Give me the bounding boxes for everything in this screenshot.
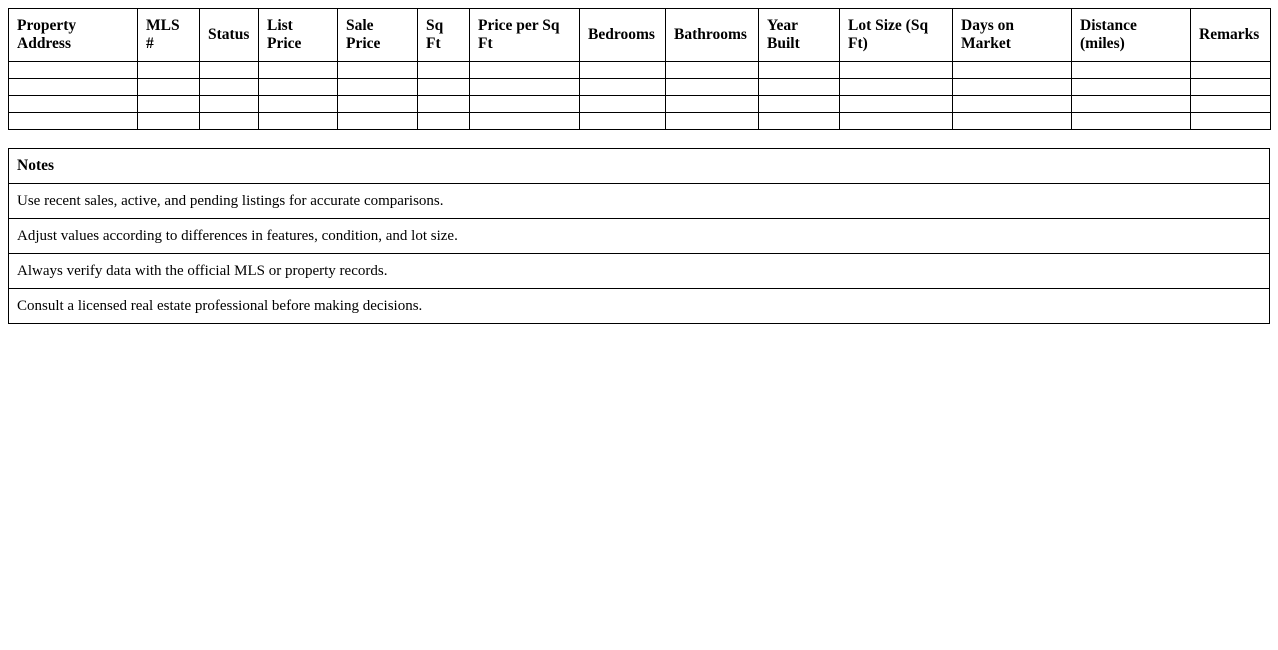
column-header-list-price: List Price bbox=[259, 9, 338, 62]
table-cell[interactable] bbox=[666, 62, 759, 79]
notes-row bbox=[9, 289, 1270, 324]
column-header-bathrooms: Bathrooms bbox=[666, 9, 759, 62]
table-cell[interactable] bbox=[200, 96, 259, 113]
table-cell[interactable] bbox=[1072, 96, 1191, 113]
table-row bbox=[9, 79, 1271, 96]
table-cell[interactable] bbox=[200, 113, 259, 130]
notes-row bbox=[9, 184, 1270, 219]
column-header-mls-number: MLS # bbox=[138, 9, 200, 62]
table-row bbox=[9, 96, 1271, 113]
table-cell[interactable] bbox=[953, 79, 1072, 96]
table-cell[interactable] bbox=[470, 62, 580, 79]
table-cell[interactable] bbox=[840, 96, 953, 113]
table-cell[interactable] bbox=[470, 113, 580, 130]
column-header-remarks: Remarks bbox=[1191, 9, 1271, 62]
column-header-year-built: Year Built bbox=[759, 9, 840, 62]
table-cell[interactable] bbox=[9, 113, 138, 130]
table-cell[interactable] bbox=[259, 96, 338, 113]
table-cell[interactable] bbox=[580, 62, 666, 79]
notes-row bbox=[9, 219, 1270, 254]
table-cell[interactable] bbox=[200, 79, 259, 96]
table-cell[interactable] bbox=[840, 79, 953, 96]
table-cell[interactable] bbox=[1072, 79, 1191, 96]
note-item: Consult a licensed real estate professional before making decisions. bbox=[9, 289, 1270, 324]
column-header-sq-ft: Sq Ft bbox=[418, 9, 470, 62]
table-cell[interactable] bbox=[138, 113, 200, 130]
table-cell[interactable] bbox=[1191, 62, 1271, 79]
column-header-lot-size: Lot Size (Sq Ft) bbox=[840, 9, 953, 62]
table-cell[interactable] bbox=[580, 113, 666, 130]
table-cell[interactable] bbox=[418, 62, 470, 79]
column-header-sale-price: Sale Price bbox=[338, 9, 418, 62]
table-cell[interactable] bbox=[259, 79, 338, 96]
table-cell[interactable] bbox=[9, 96, 138, 113]
column-header-days-on-market: Days on Market bbox=[953, 9, 1072, 62]
table-cell[interactable] bbox=[138, 96, 200, 113]
table-cell[interactable] bbox=[470, 79, 580, 96]
document bbox=[8, 8, 1270, 324]
column-header-property-address: Property Address bbox=[9, 9, 138, 62]
table-cell[interactable] bbox=[418, 79, 470, 96]
note-item: Adjust values according to differences in features, condition, and lot size. bbox=[9, 219, 1270, 254]
notes-heading: Notes bbox=[9, 149, 1270, 184]
table-cell[interactable] bbox=[1191, 113, 1271, 130]
table-cell[interactable] bbox=[759, 79, 840, 96]
table-cell[interactable] bbox=[666, 79, 759, 96]
table-cell[interactable] bbox=[580, 96, 666, 113]
table-cell[interactable] bbox=[338, 79, 418, 96]
table-cell[interactable] bbox=[953, 96, 1072, 113]
table-cell[interactable] bbox=[338, 62, 418, 79]
table-cell[interactable] bbox=[1191, 79, 1271, 96]
column-header-bedrooms: Bedrooms bbox=[580, 9, 666, 62]
table-cell[interactable] bbox=[418, 96, 470, 113]
table-cell[interactable] bbox=[338, 113, 418, 130]
column-header-distance: Distance (miles) bbox=[1072, 9, 1191, 62]
table-cell[interactable] bbox=[840, 113, 953, 130]
note-item: Use recent sales, active, and pending listings for accurate comparisons. bbox=[9, 184, 1270, 219]
notes-header-row bbox=[9, 149, 1270, 184]
table-cell[interactable] bbox=[759, 96, 840, 113]
table-cell[interactable] bbox=[759, 62, 840, 79]
table-cell[interactable] bbox=[470, 96, 580, 113]
table-cell[interactable] bbox=[259, 62, 338, 79]
table-cell[interactable] bbox=[418, 113, 470, 130]
table-cell[interactable] bbox=[138, 62, 200, 79]
table-cell[interactable] bbox=[666, 113, 759, 130]
table-cell[interactable] bbox=[953, 62, 1072, 79]
table-cell[interactable] bbox=[840, 62, 953, 79]
table-cell[interactable] bbox=[580, 79, 666, 96]
column-header-status: Status bbox=[200, 9, 259, 62]
table-header-row bbox=[9, 9, 1271, 62]
notes-table bbox=[8, 148, 1270, 324]
table-cell[interactable] bbox=[1191, 96, 1271, 113]
table-cell[interactable] bbox=[138, 79, 200, 96]
table-cell[interactable] bbox=[200, 62, 259, 79]
comparable-properties-table bbox=[8, 8, 1271, 130]
table-row bbox=[9, 62, 1271, 79]
table-cell[interactable] bbox=[338, 96, 418, 113]
table-cell[interactable] bbox=[9, 79, 138, 96]
table-cell[interactable] bbox=[1072, 113, 1191, 130]
notes-row bbox=[9, 254, 1270, 289]
table-cell[interactable] bbox=[666, 96, 759, 113]
column-header-price-per-sq-ft: Price per Sq Ft bbox=[470, 9, 580, 62]
table-cell[interactable] bbox=[953, 113, 1072, 130]
table-row bbox=[9, 113, 1271, 130]
table-cell[interactable] bbox=[9, 62, 138, 79]
table-cell[interactable] bbox=[259, 113, 338, 130]
table-cell[interactable] bbox=[759, 113, 840, 130]
table-cell[interactable] bbox=[1072, 62, 1191, 79]
note-item: Always verify data with the official MLS or property records. bbox=[9, 254, 1270, 289]
